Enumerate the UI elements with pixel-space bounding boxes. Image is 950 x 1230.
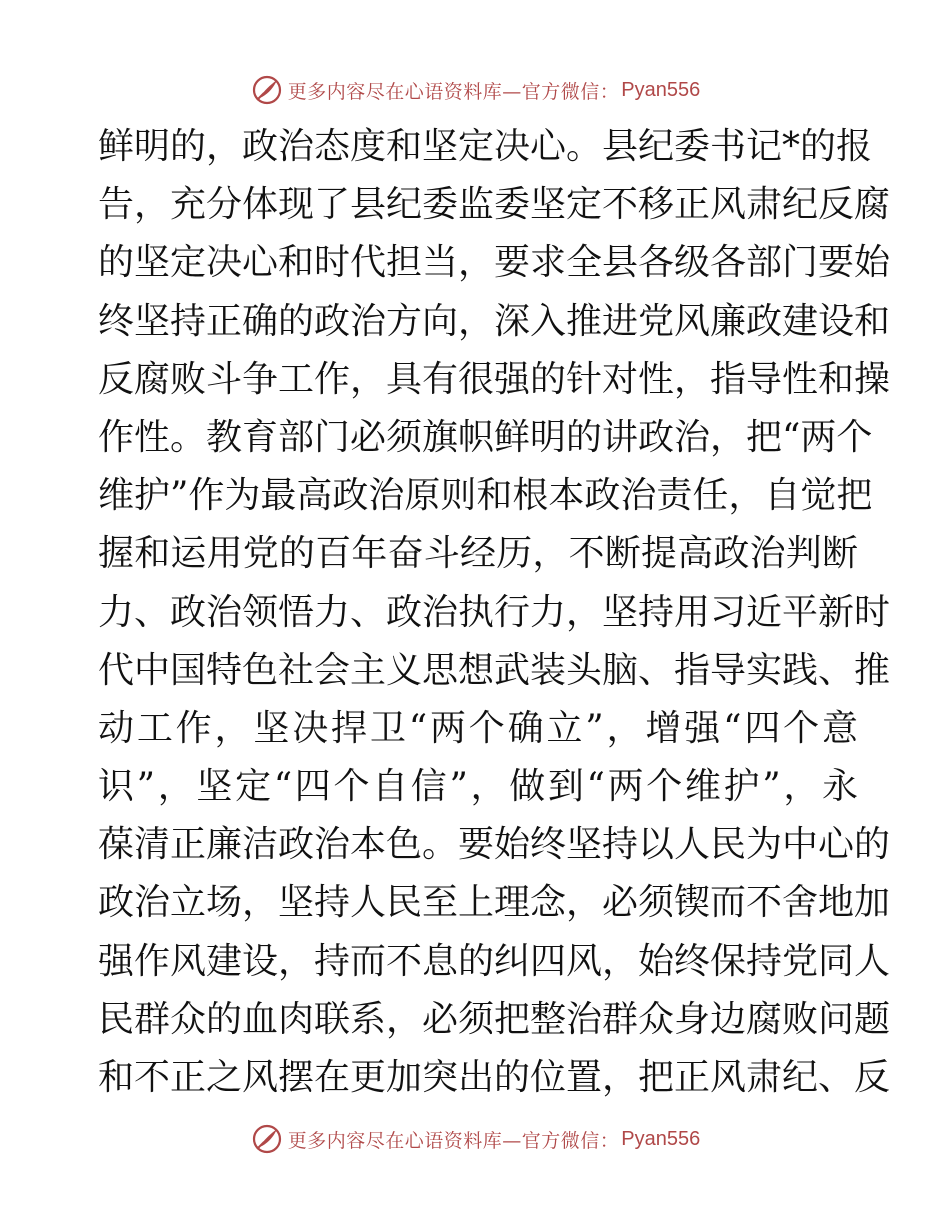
- text-line: 的坚定决心和时代担当，要求全县各级各部门要始: [98, 242, 891, 284]
- feather-quill-logo-icon: [250, 73, 284, 107]
- text-line: 代中国特色社会主义思想武装头脑、指导实践、推: [98, 649, 891, 691]
- text-line: 作性。教育部门必须旗帜鲜明的讲政治，把“两个: [98, 416, 873, 458]
- watermark-wechat-id: Pyan556: [621, 78, 701, 101]
- text-line: 鲜明的，政治态度和坚定决心。县纪委书记*的报: [98, 126, 873, 167]
- text-line: 识”，坚定“四个自信”，做到“两个维护”，永: [98, 766, 858, 808]
- feather-quill-logo-icon: [250, 1122, 284, 1156]
- watermark-wechat-id: Pyan556: [621, 1127, 701, 1150]
- text-line: 强作风建设，持而不息的纠四风，始终保持党同人: [98, 940, 891, 982]
- footer-watermark: [0, 1122, 950, 1156]
- header-watermark: [0, 73, 950, 107]
- text-line: 葆清正廉洁政治本色。要始终坚持以人民为中心的: [98, 824, 891, 866]
- text-line: 民群众的血肉联系，必须把整治群众身边腐败问题: [98, 998, 891, 1040]
- text-line: 力、政治领悟力、政治执行力，坚持用习近平新时: [98, 591, 891, 633]
- text-line: 动工作，坚决捍卫“两个确立”，增强“四个意: [98, 707, 858, 749]
- text-line: 反腐败斗争工作，具有很强的针对性，指导性和操: [98, 358, 891, 400]
- watermark-text: 更多内容尽在心语资料库—官方微信：: [287, 80, 620, 103]
- text-line: 握和运用党的百年奋斗经历，不断提高政治判断: [98, 533, 858, 575]
- watermark-text: 更多内容尽在心语资料库—官方微信：: [287, 1129, 620, 1152]
- text-line: 维护”作为最高政治原则和根本政治责任，自觉把: [98, 475, 873, 517]
- text-line: 和不正之风摆在更加突出的位置，把正风肃纪、反: [98, 1057, 891, 1098]
- text-line: 政治立场，坚持人民至上理念，必须锲而不舍地加: [98, 882, 891, 924]
- document-body: [98, 118, 891, 1107]
- text-line: 终坚持正确的政治方向，深入推进党风廉政建设和: [98, 300, 891, 342]
- text-line: 告，充分体现了县纪委监委坚定不移正风肃纪反腐: [98, 184, 891, 226]
